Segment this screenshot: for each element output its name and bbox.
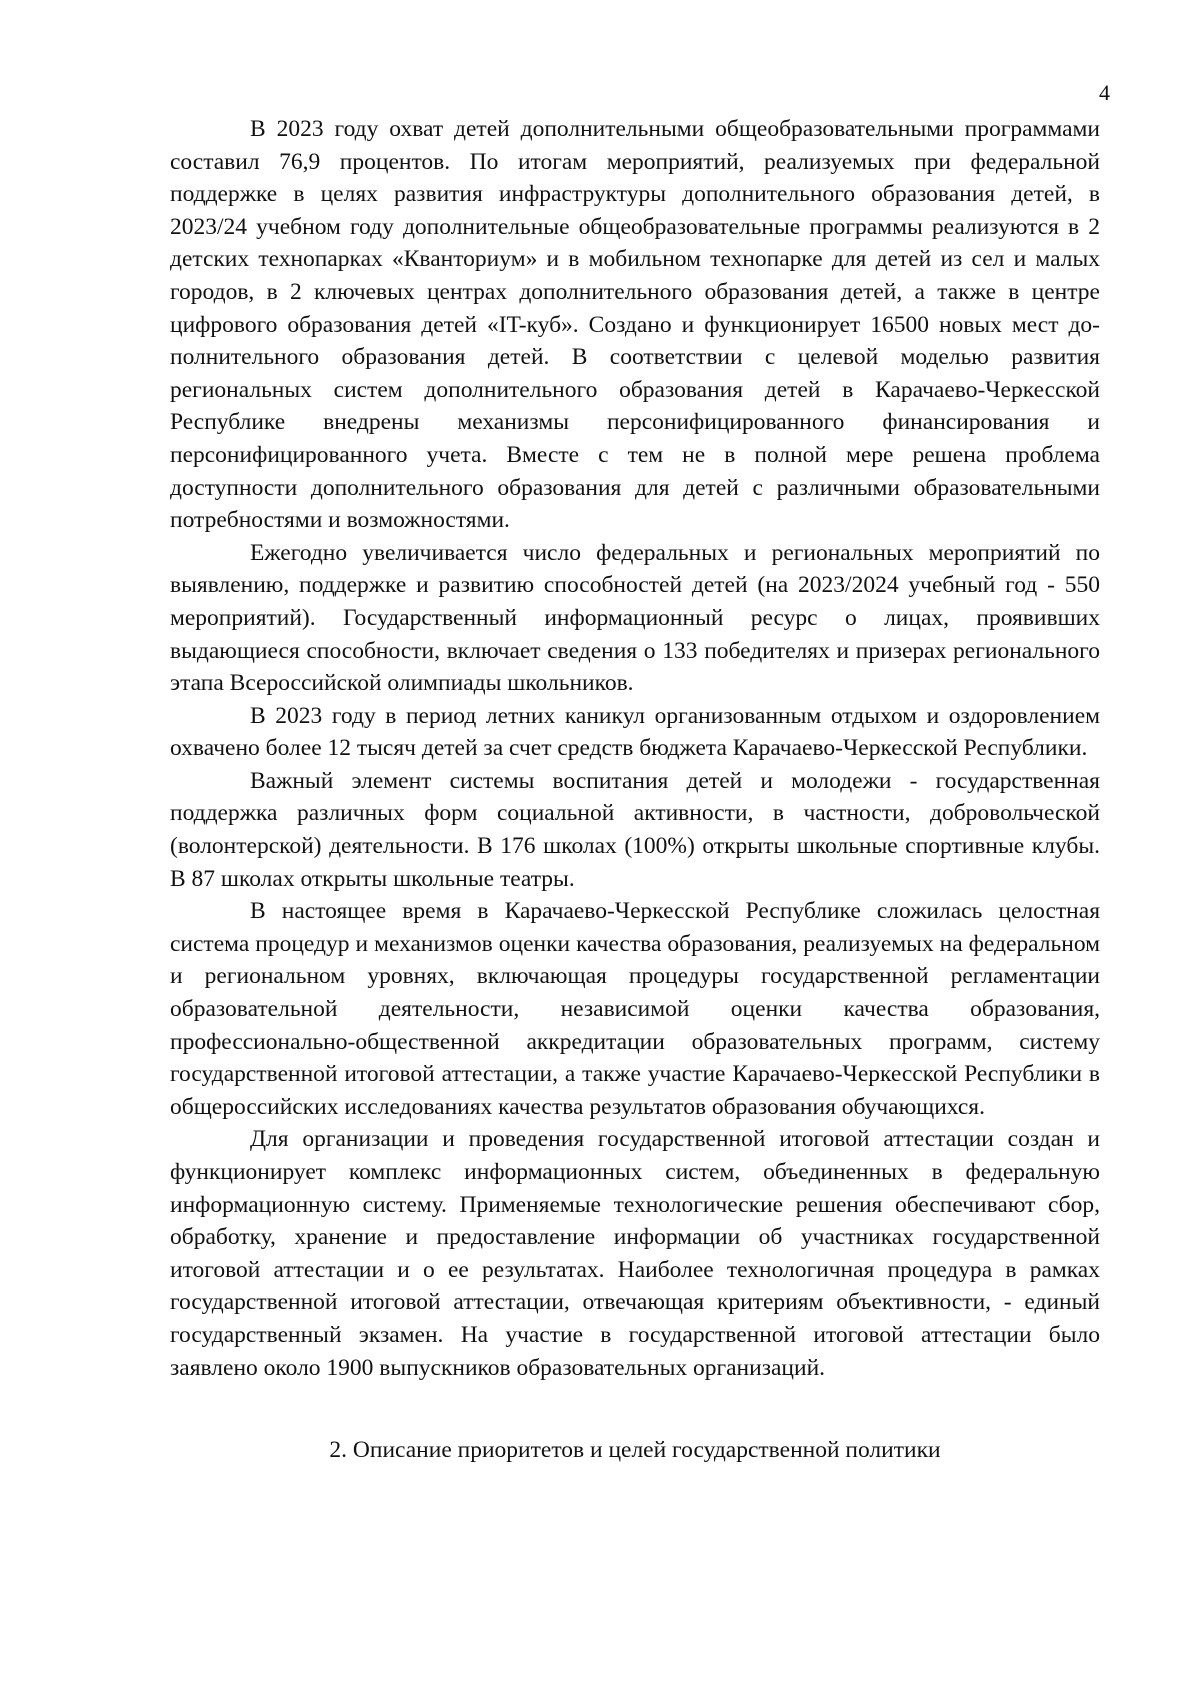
paragraph-state-attestation: Для организации и проведения государственной итоговой аттестации создан и функционирует комплекс информационных систем, объединенных в федеральную информационную систему. Применяемые технологические решения обеспечивают сбор, обработку, хранение и предоставление информации об участниках государственной итоговой аттестации и о ее результатах. Наиболее технологичная процедура в рамках государственной итоговой аттестации, отвечающая критериям объективности, - единый государственный экзамен. На участие в государственной итоговой аттестации было заявлено около 1900 выпускников образовательных организаций. xyxy=(170,1126,1100,1381)
paragraph-quality-assessment: В настоящее время в Карачаево-Черкесской Республике сложилась целостная система процедур и механизмов оценки качества образования, реализуемых на федеральном и региональном уровнях, включающая процедуры государственной регламентации образовательной деятельности, независимой оценки качества образования, профессионально-общественной аккредитации образовательных программ, систему государственной итоговой аттестации, а также участие Карачаево-Черкесской Республики в общероссийских исследованиях качества результатов образования обучающихся. xyxy=(170,898,1100,1120)
paragraph-summer-recreation: В 2023 году в период летних каникул организованным отдыхом и оздоровлением охвачено более 12 тысяч детей за счет средств бюджета Карачаево-Черкесской Республики. xyxy=(170,702,1100,762)
paragraph-talent-events: Ежегодно увеличивается число федеральных и региональных мероприятий по выявлению, поддержке и развитию способностей детей (на 2023/2024 учебный год - 550 мероприятий). Государственный информационный ресурс о лицах, проявивших выдающиеся способности, включает сведения о 133 победителях и призерах регионального этапа Всероссийской олимпиады школьников. xyxy=(170,539,1100,697)
page-number: 4 xyxy=(1099,80,1110,105)
paragraph-education-coverage: В 2023 году охват детей дополнительными общеобразовательными программами составил 76,9 процентов. По итогам мероприятий, реализуемых при федеральной поддержке в целях развития инфраструктуры дополнительного образования детей, в 2023/24 учебном году дополнительные общеобразовательные программы реализуются в 2 детских технопарках «Кванториум» и в мобильном технопарке для детей из сел и малых городов, в 2 ключевых центрах дополнительного образования детей, а также в центре цифрового образования детей «IT-куб». Создано и функционирует 16500 новых мест дополнительного образования детей. В соответствии с целевой моделью развития региональных систем дополнительного образования детей в Карачаево-Черкесской Республике внедрены механизмы персонифицированного финансирования и персонифицированного учета. Вместе с тем не в полной мере решена проблема доступности дополнительного образования для детей с различными образовательными потребностями и возможностями. xyxy=(170,116,1100,534)
paragraph-youth-upbringing: Важный элемент системы воспитания детей и молодежи - государственная поддержка различных форм социальной активности, в частности, добровольческой (волонтерской) деятельности. В 176 школах (100%) открыты школьные спортивные клубы. В 87 школах открыты школьные театры. xyxy=(170,767,1100,892)
document-body xyxy=(170,113,1100,1466)
section-heading: 2. Описание приоритетов и целей государственной политики xyxy=(329,1437,941,1464)
